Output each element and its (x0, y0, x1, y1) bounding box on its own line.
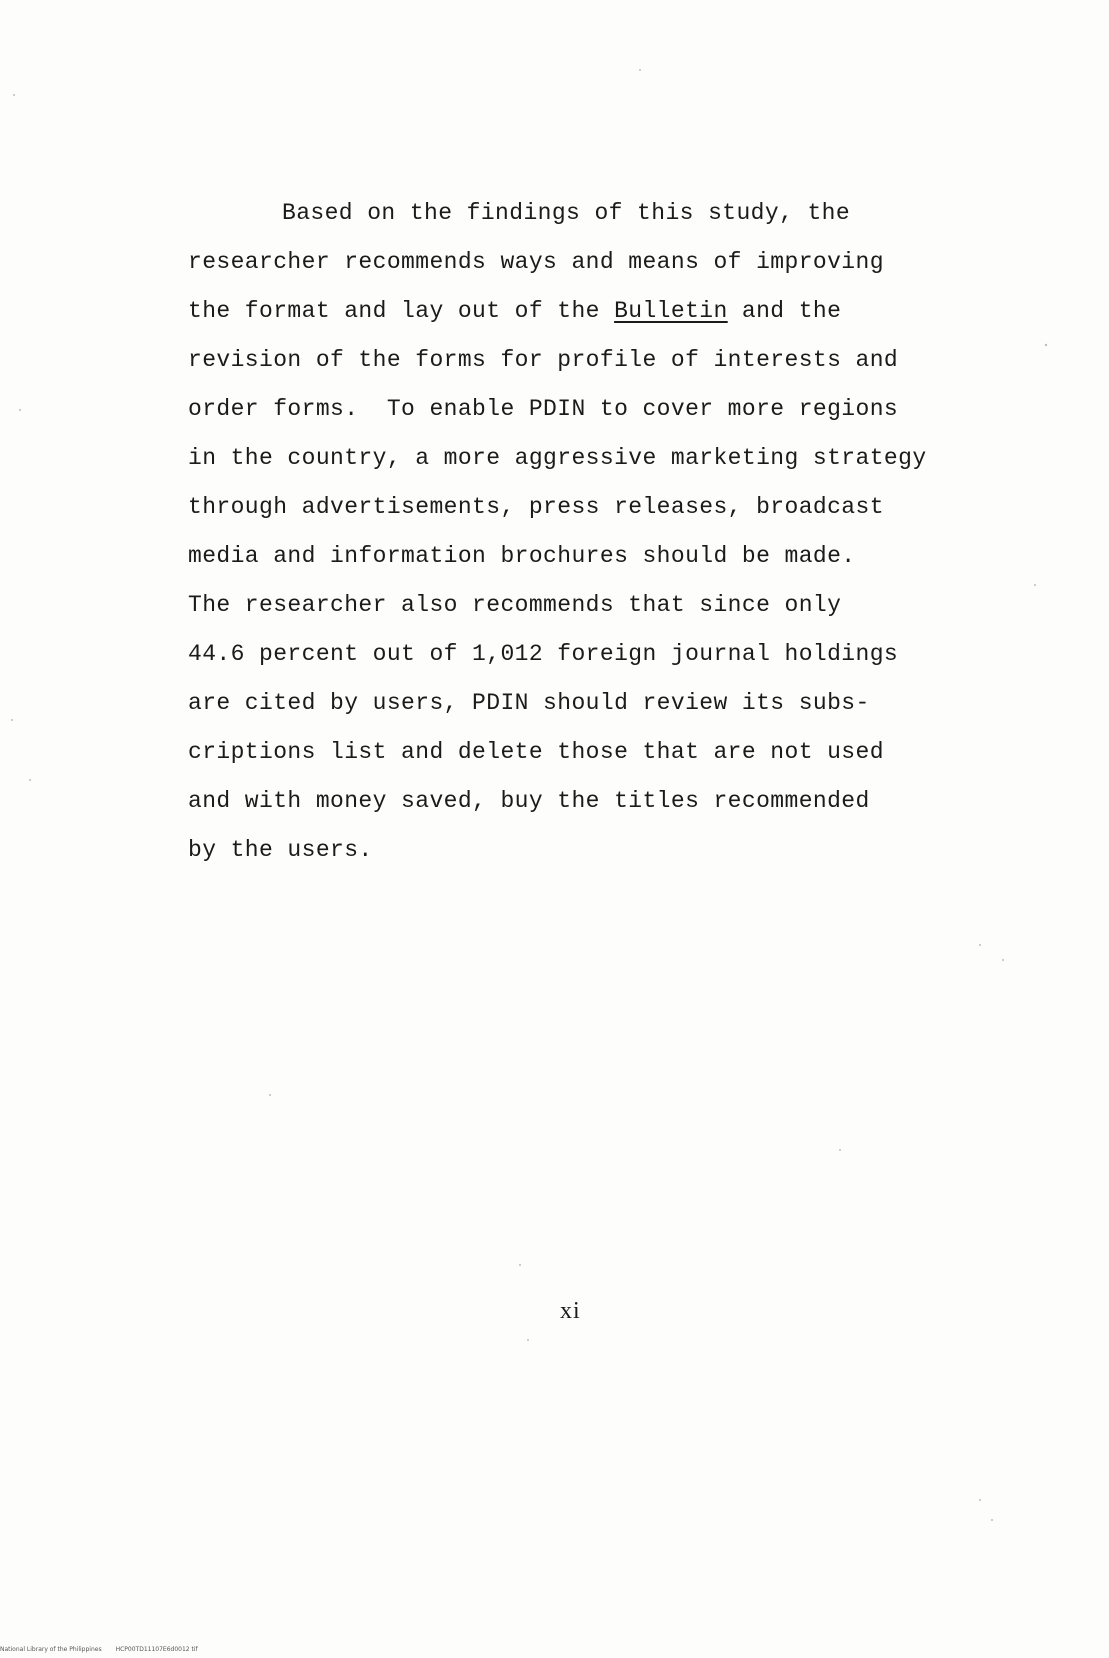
text-line-6: in the country, a more aggressive marketing strategy (188, 445, 927, 471)
text-line-11: are cited by users, PDIN should review its subs- (188, 690, 870, 716)
scan-footer (0, 1646, 212, 1653)
text-line-13: and with money saved, buy the titles recommended (188, 788, 870, 814)
text-line-2: researcher recommends ways and means of improving (188, 249, 884, 275)
text-line-1: Based on the findings of this study, the (282, 200, 851, 226)
text-line-8: media and information brochures should be made. (188, 543, 856, 569)
text-line-4: revision of the forms for profile of interests and (188, 347, 899, 373)
text-line-14: by the users. (188, 837, 373, 863)
footer-file-id: HCP00TD11107E6d0012 tif (115, 1646, 198, 1653)
bulletin-title: Bulletin (614, 298, 728, 324)
text-line-3: the format and lay out of the Bulletin and the (188, 298, 842, 324)
page-number: xi (560, 1298, 581, 1324)
text-line-10: 44.6 percent out of 1,012 foreign journal holdings (188, 641, 899, 667)
text-line-7: through advertisements, press releases, broadcast (188, 494, 884, 520)
text-line-9: The researcher also recommends that since only (188, 592, 842, 618)
text-line-5: order forms. To enable PDIN to cover more regions (188, 396, 899, 422)
text-line-12: criptions list and delete those that are not used (188, 739, 884, 765)
footer-library: National Library of the Philippines (0, 1646, 102, 1653)
